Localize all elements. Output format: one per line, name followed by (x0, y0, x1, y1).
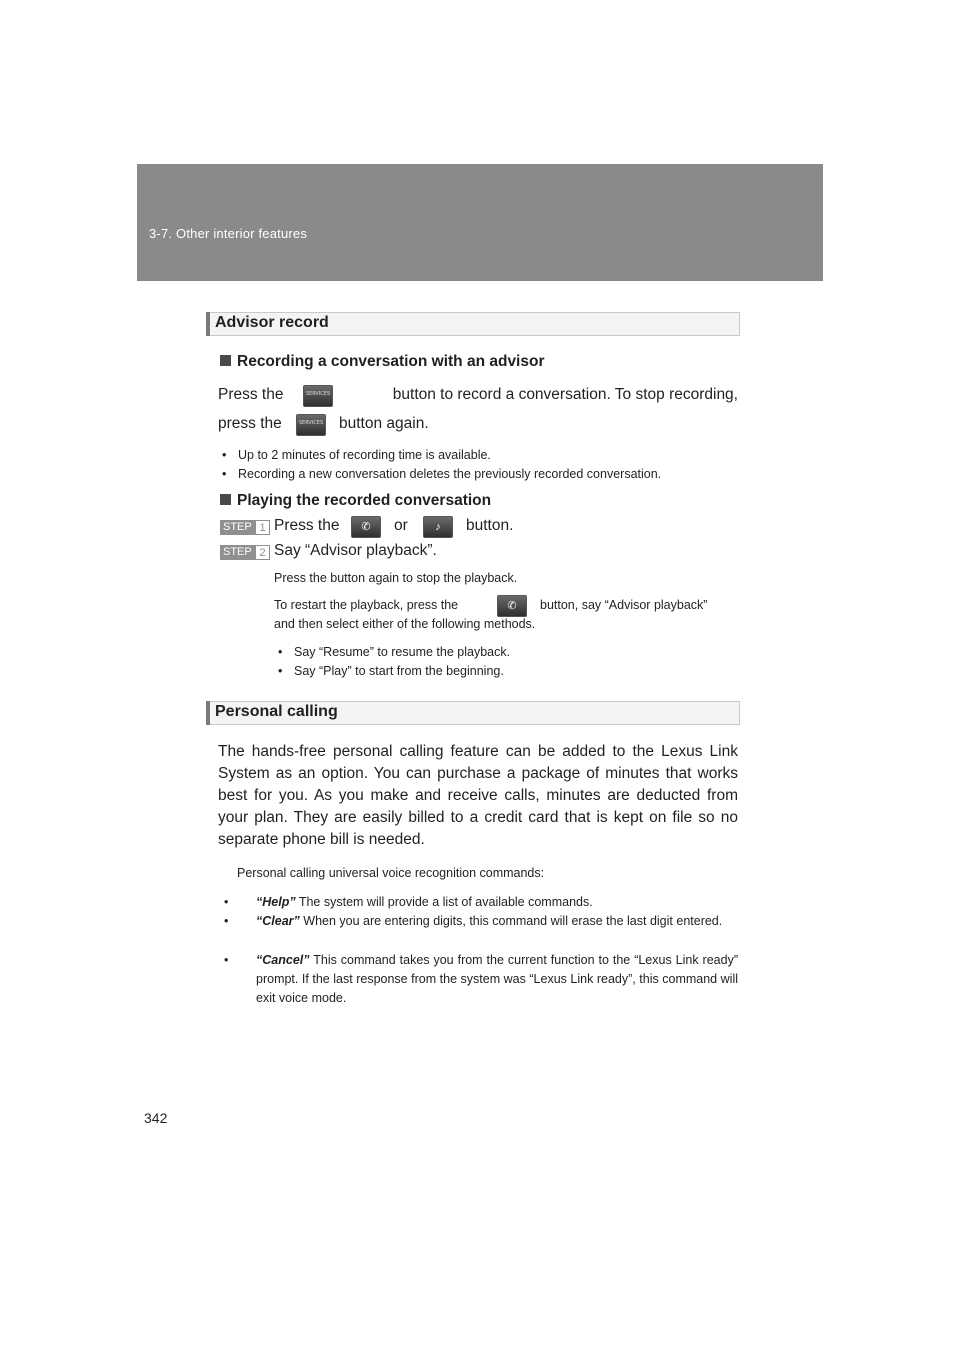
section-title: 3-7. Other interior features (149, 226, 308, 241)
phone-button-icon: ✆ (351, 516, 381, 538)
playing-note-2c: and then select either of the following methods. (274, 617, 536, 631)
step-1-text-b: or (394, 517, 408, 534)
voice-button-icon: ♪ (423, 516, 453, 538)
recording-line-1a: Press the (218, 386, 284, 403)
heading-accent (206, 312, 210, 336)
playing-heading-text: Playing the recorded conversation (237, 492, 492, 509)
playing-note-1: Press the button again to stop the playback. (274, 571, 518, 585)
advisor-record-heading (206, 312, 740, 336)
recording-line-2a: press the (218, 415, 282, 432)
recording-note: • Up to 2 minutes of recording time is available. (222, 448, 491, 462)
playing-note-2a: To restart the playback, press the (274, 598, 459, 612)
playing-subheading (220, 492, 491, 510)
personal-calling-title: Personal calling (215, 703, 338, 720)
square-bullet-icon (220, 355, 231, 366)
step-2-badge: STEP 2 (220, 545, 270, 560)
advisor-record-title: Advisor record (215, 314, 329, 331)
step-1-text-a: Press the (274, 517, 340, 534)
recording-heading-text: Recording a conversation with an advisor (237, 353, 545, 370)
step-1-text-c: button. (466, 517, 514, 534)
personal-calling-paragraph: The hands-free personal calling feature can be added to the Lexus Link System as an option. You can purchase a package of minutes that works best for you. As you make and receive calls, minutes are deducted from your plan. They are easily billed to a credit card that is kept on file so no separate phone bill is needed. (218, 743, 738, 848)
command-help: • “Help” The system will provide a list of available commands. (224, 895, 593, 909)
recording-line-2b: button again. (339, 415, 429, 432)
recording-line-1b: button to record a conversation. To stop recording, (392, 386, 738, 403)
step-1-badge: STEP 1 (220, 520, 270, 535)
personal-calling-heading (206, 701, 740, 725)
playing-note-2b: button, say “Advisor playback” (540, 598, 708, 612)
services-button-icon: SERVICES (296, 414, 326, 436)
header-band (137, 164, 823, 281)
services-button-icon: SERVICES (303, 385, 333, 407)
phone-button-icon: ✆ (497, 595, 527, 617)
command-clear: • “Clear” When you are entering digits, this command will erase the last digit entered. (224, 914, 723, 928)
playing-bullet: • Say “Resume” to resume the playback. (278, 645, 511, 659)
commands-intro: Personal calling universal voice recognition commands: (237, 866, 545, 880)
square-bullet-icon (220, 494, 231, 505)
command-cancel: • “Cancel” This command takes you from the current function to the “Lexus Link ready” prompt. If the last response from the system was “Lexus Link ready”, this command will exit voice mode. (224, 953, 738, 1005)
playing-bullet: • Say “Play” to start from the beginning. (278, 664, 504, 678)
recording-subheading (220, 353, 545, 371)
recording-note: • Recording a new conversation deletes the previously recorded conversation. (222, 467, 662, 481)
heading-accent (206, 701, 210, 725)
page-number: 342 (144, 1110, 168, 1126)
step-2-text: Say “Advisor playback”. (274, 542, 437, 559)
